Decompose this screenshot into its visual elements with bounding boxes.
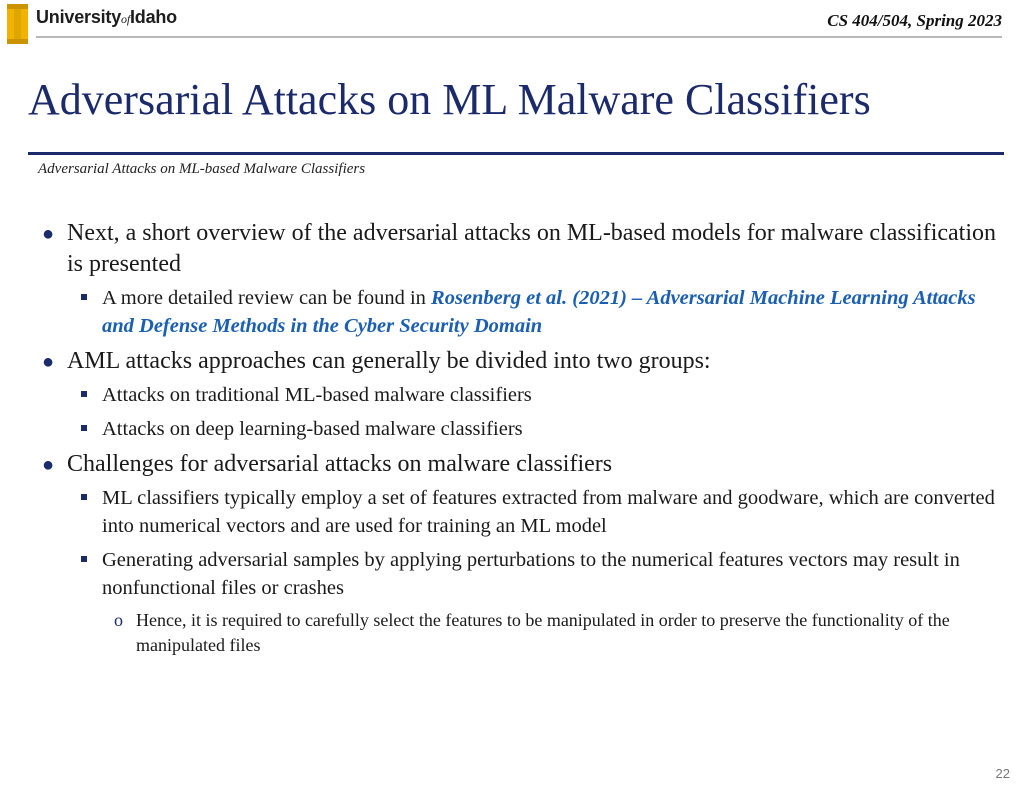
title-divider	[28, 152, 1004, 155]
slide-title: Adversarial Attacks on ML Malware Classifiers	[28, 75, 871, 124]
course-label: CS 404/504, Spring 2023	[827, 11, 1002, 30]
square-bullet-icon	[81, 391, 87, 397]
slide-content	[40, 218, 1000, 658]
sub-bullet-1-1: A more detailed review can be found in Rosenberg et al. (2021) – Adversarial Machine Learning Attacks and Defense Methods in the Cyber Security Domain	[40, 284, 1000, 340]
circle-bullet-icon: o	[114, 610, 123, 630]
square-bullet-icon	[81, 425, 87, 431]
sub-bullet-2-2: Attacks on deep learning-based malware classifiers	[40, 415, 1000, 443]
sub-bullet-3-2: Generating adversarial samples by applying perturbations to the numerical features vectors may result in nonfunctional files or crashes	[40, 546, 1000, 602]
sub-bullet-2-1: Attacks on traditional ML-based malware classifiers	[40, 381, 1000, 409]
page-number: 22	[995, 766, 1010, 781]
sub-bullet-3-1: ML classifiers typically employ a set of features extracted from malware and goodware, which are converted into numerical vectors and are used for training an ML model	[40, 484, 1000, 540]
slide-subtitle: Adversarial Attacks on ML-based Malware Classifiers	[38, 161, 366, 177]
bullet-1: ● Next, a short overview of the adversarial attacks on ML-based models for malware classification is presented	[42, 220, 997, 277]
square-bullet-icon	[81, 494, 87, 500]
reference-link[interactable]: Rosenberg et al. (2021) – Adversarial Machine Learning Attacks and Defense Methods in the Cyber Security Domain	[102, 287, 976, 337]
bullet-3: ● Challenges for adversarial attacks on malware classifiers	[40, 449, 1000, 480]
square-bullet-icon	[81, 556, 87, 562]
bullet-dot-icon: ●	[42, 454, 55, 476]
bullet-dot-icon: ●	[42, 223, 55, 245]
header-divider	[36, 36, 1002, 38]
university-logo-icon	[7, 4, 28, 44]
sub-sub-bullet-3-2-1: o Hence, it is required to carefully select the features to be manipulated in order to preserve the functionality of the manipulated files	[114, 610, 950, 655]
square-bullet-icon	[81, 294, 87, 300]
bullet-2: ● AML attacks approaches can generally be divided into two groups:	[40, 346, 1000, 377]
bullet-dot-icon: ●	[42, 351, 55, 373]
university-logo-text: UniversityofIdaho	[36, 7, 177, 27]
